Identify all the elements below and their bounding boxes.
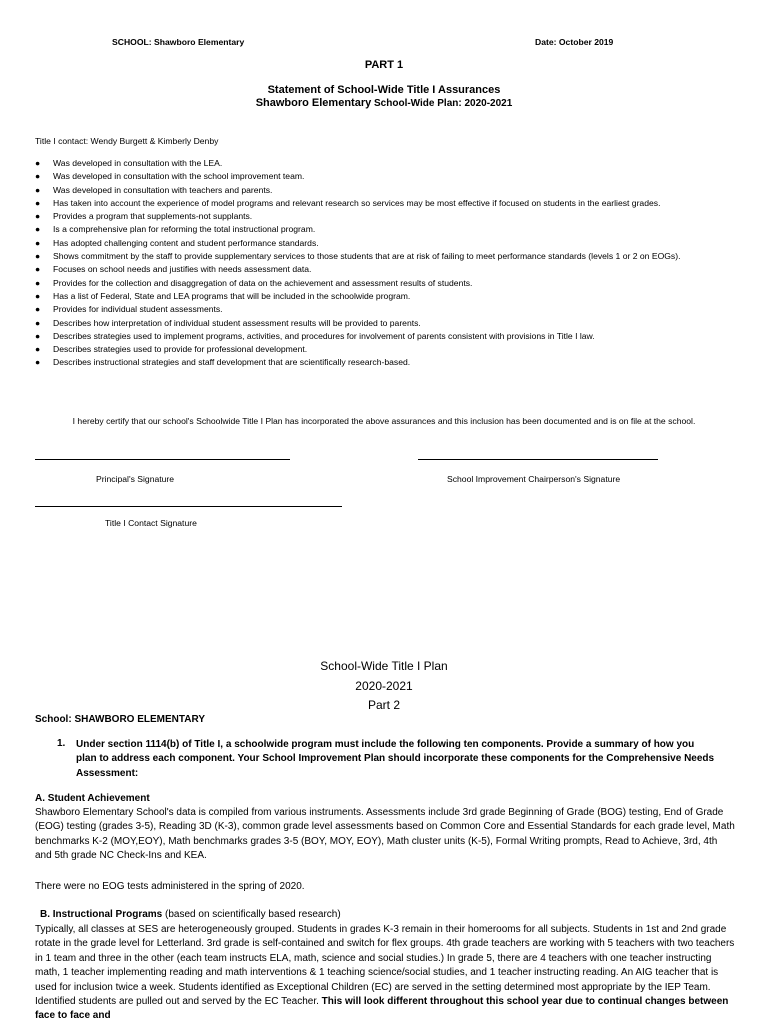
bullet-icon: ● — [35, 264, 41, 275]
bullet-icon: ● — [35, 224, 41, 235]
bullet-icon: ● — [35, 237, 41, 248]
statement-school: Shawboro Elementary — [255, 97, 372, 109]
assurance-item — [35, 330, 715, 343]
part2-title: School-Wide Title I Plan — [320, 659, 448, 673]
assurance-text: Describes strategies used to provide for professional development. — [53, 344, 308, 355]
section-b-subtitle: (based on scientifically based research) — [162, 909, 341, 920]
contact-signature-label: Title I Contact Signature — [105, 518, 197, 528]
statement-plan: School-Wide Plan: 2020-2021 — [371, 98, 513, 109]
assurance-item — [35, 250, 715, 263]
assurance-text: Is a comprehensive plan for reforming the total instructional program. — [53, 224, 316, 235]
assurance-list — [35, 157, 715, 370]
header-school: SCHOOL: Shawboro Elementary — [112, 37, 245, 47]
assurance-text: Has adopted challenging content and student performance standards. — [53, 237, 319, 248]
chairperson-signature-line — [418, 459, 658, 460]
assurance-text: Describes how interpretation of individual student assessment results will be provided to parents. — [53, 317, 421, 328]
bullet-icon: ● — [35, 357, 41, 368]
part1-title: PART 1 — [364, 59, 404, 71]
assurance-item — [35, 157, 715, 170]
section-b-heading — [40, 909, 341, 920]
assurance-item — [35, 170, 715, 183]
bullet-icon: ● — [35, 317, 41, 328]
assurance-text: Describes instructional strategies and staff development that are scientifically research-based. — [53, 357, 411, 368]
bullet-icon: ● — [35, 344, 41, 355]
contact-signature-line — [35, 506, 342, 507]
statement-title: Statement of School-Wide Title I Assurances — [267, 84, 501, 96]
bullet-icon: ● — [35, 171, 41, 182]
assurance-text: Provides for the collection and disaggregation of data on the achievement and assessment results of students. — [53, 277, 473, 288]
certify-statement: I hereby certify that our school's Schoolwide Title I Plan has incorporated the above assurances and this inclusion has been documented and is on file at the school. — [72, 416, 696, 426]
assurance-text: Was developed in consultation with teachers and parents. — [53, 184, 273, 195]
assurance-text: Describes strategies used to implement programs, activities, and procedures for involvement of parents consistent with provisions in Title I law. — [53, 330, 595, 341]
assurance-item — [35, 263, 715, 276]
assurance-item — [35, 197, 715, 210]
assurance-item — [35, 303, 715, 316]
section-b-bold-tail: This will look different throughout this school year due to continual changes between face to face and — [35, 996, 729, 1022]
part2-heading — [0, 657, 768, 716]
bullet-icon: ● — [35, 251, 41, 262]
item1-text: Under section 1114(b) of Title I, a schoolwide program must include the following ten components. Provide a summary of how you plan to address each component. Your School Improvement Plan should incorporate these components for the Comprehensive Needs Assessment: — [76, 739, 715, 779]
bullet-icon: ● — [35, 197, 41, 208]
assurance-item — [35, 356, 715, 369]
assurance-text: Was developed in consultation with the school improvement team. — [53, 171, 305, 182]
section-a-heading: A. Student Achievement — [35, 793, 150, 804]
assurance-item — [35, 237, 715, 250]
bullet-icon: ● — [35, 330, 41, 341]
assurance-text: Provides a program that supplements-not supplants. — [53, 211, 253, 222]
principal-signature-line — [35, 459, 290, 460]
assurance-item — [35, 277, 715, 290]
assurance-item — [35, 343, 715, 356]
section-b-title: B. Instructional Programs — [40, 909, 163, 920]
part2-school: School: SHAWBORO ELEMENTARY — [35, 714, 205, 725]
statement-subtitle — [0, 97, 768, 109]
section-a-text: Shawboro Elementary School's data is compiled from various instruments. Assessments include 3rd grade Beginning of Grade (BOG) testing, End of Grade (EOG) testing (grades 3-5), Reading 3D (K-3), common grade level assessments based on Common Core and Essential Standards for each grade level, Math benchmarks K-2 (MOY,EOY), Math benchmarks grades 3-5 (BOY, MOY, EOY), Math cluster units (K-5), Formal Writing prompts, Read to Achieve, 3rd, 4th and 5th grade NC Check-Ins and KEA. — [35, 807, 735, 862]
bullet-icon: ● — [35, 304, 41, 315]
bullet-icon: ● — [35, 211, 41, 222]
item1-number: 1. — [57, 738, 66, 749]
bullet-icon: ● — [35, 184, 41, 195]
assurance-item — [35, 184, 715, 197]
assurance-text: Has a list of Federal, State and LEA programs that will be included in the schoolwide program. — [53, 290, 411, 301]
bullet-icon: ● — [35, 158, 41, 168]
assurance-item — [35, 317, 715, 330]
principal-signature-label: Principal's Signature — [96, 474, 175, 484]
section-a-note: There were no EOG tests administered in the spring of 2020. — [35, 881, 305, 892]
header-date: Date: October 2019 — [535, 37, 614, 47]
section-b-body: Typically, all classes at SES are heterogeneously grouped. Students in grades K-3 remain in their homerooms for all subjects. Students in 1st and 2nd grade rotate in the grade level for Letterland. 3rd grade is self-contained and switch for flex groups. 4th grade teachers are working with 5 teachers with two teachers in 1 team and three in the other (each team instructs ELA, math, science and social studies.) In grade 5, there are 4 teachers with one teacher instructing math, 1 teacher implementing reading and math interventions & 1 teaching science/social studies, and 1 teacher instructing reading. An AIG teacher that is used for inclusion twice a week. Students identified as Exceptional Children (EC) are served in the setting determined most appropriate by the IEP Team. Identified students are pulled out and served by the EC Teacher. — [35, 924, 735, 1008]
assurance-item — [35, 210, 715, 223]
title1-contact: Title I contact: Wendy Burgett & Kimberly Denby — [35, 136, 219, 146]
assurance-text: Shows commitment by the staff to provide supplementary services to those students that are at risk of failing to meet performance standards (levels 1 or 2 on EOGs). — [53, 251, 681, 262]
assurance-item — [35, 223, 715, 236]
section-b-text — [35, 923, 735, 1024]
part2-part: Part 2 — [367, 698, 400, 712]
assurance-text: Provides for individual student assessments. — [53, 304, 223, 315]
bullet-icon: ● — [35, 290, 41, 301]
assurance-item — [35, 290, 715, 303]
bullet-icon: ● — [35, 277, 41, 288]
chairperson-signature-label: School Improvement Chairperson's Signature — [447, 474, 621, 484]
assurance-text: Was developed in consultation with the LEA. — [53, 158, 223, 168]
assurance-text: Focuses on school needs and justifies with needs assessment data. — [53, 264, 312, 275]
assurance-text: Has taken into account the experience of model programs and relevant research so services may be most effective if focused on students in the earliest grades. — [53, 197, 661, 208]
part2-years: 2020-2021 — [355, 678, 413, 693]
